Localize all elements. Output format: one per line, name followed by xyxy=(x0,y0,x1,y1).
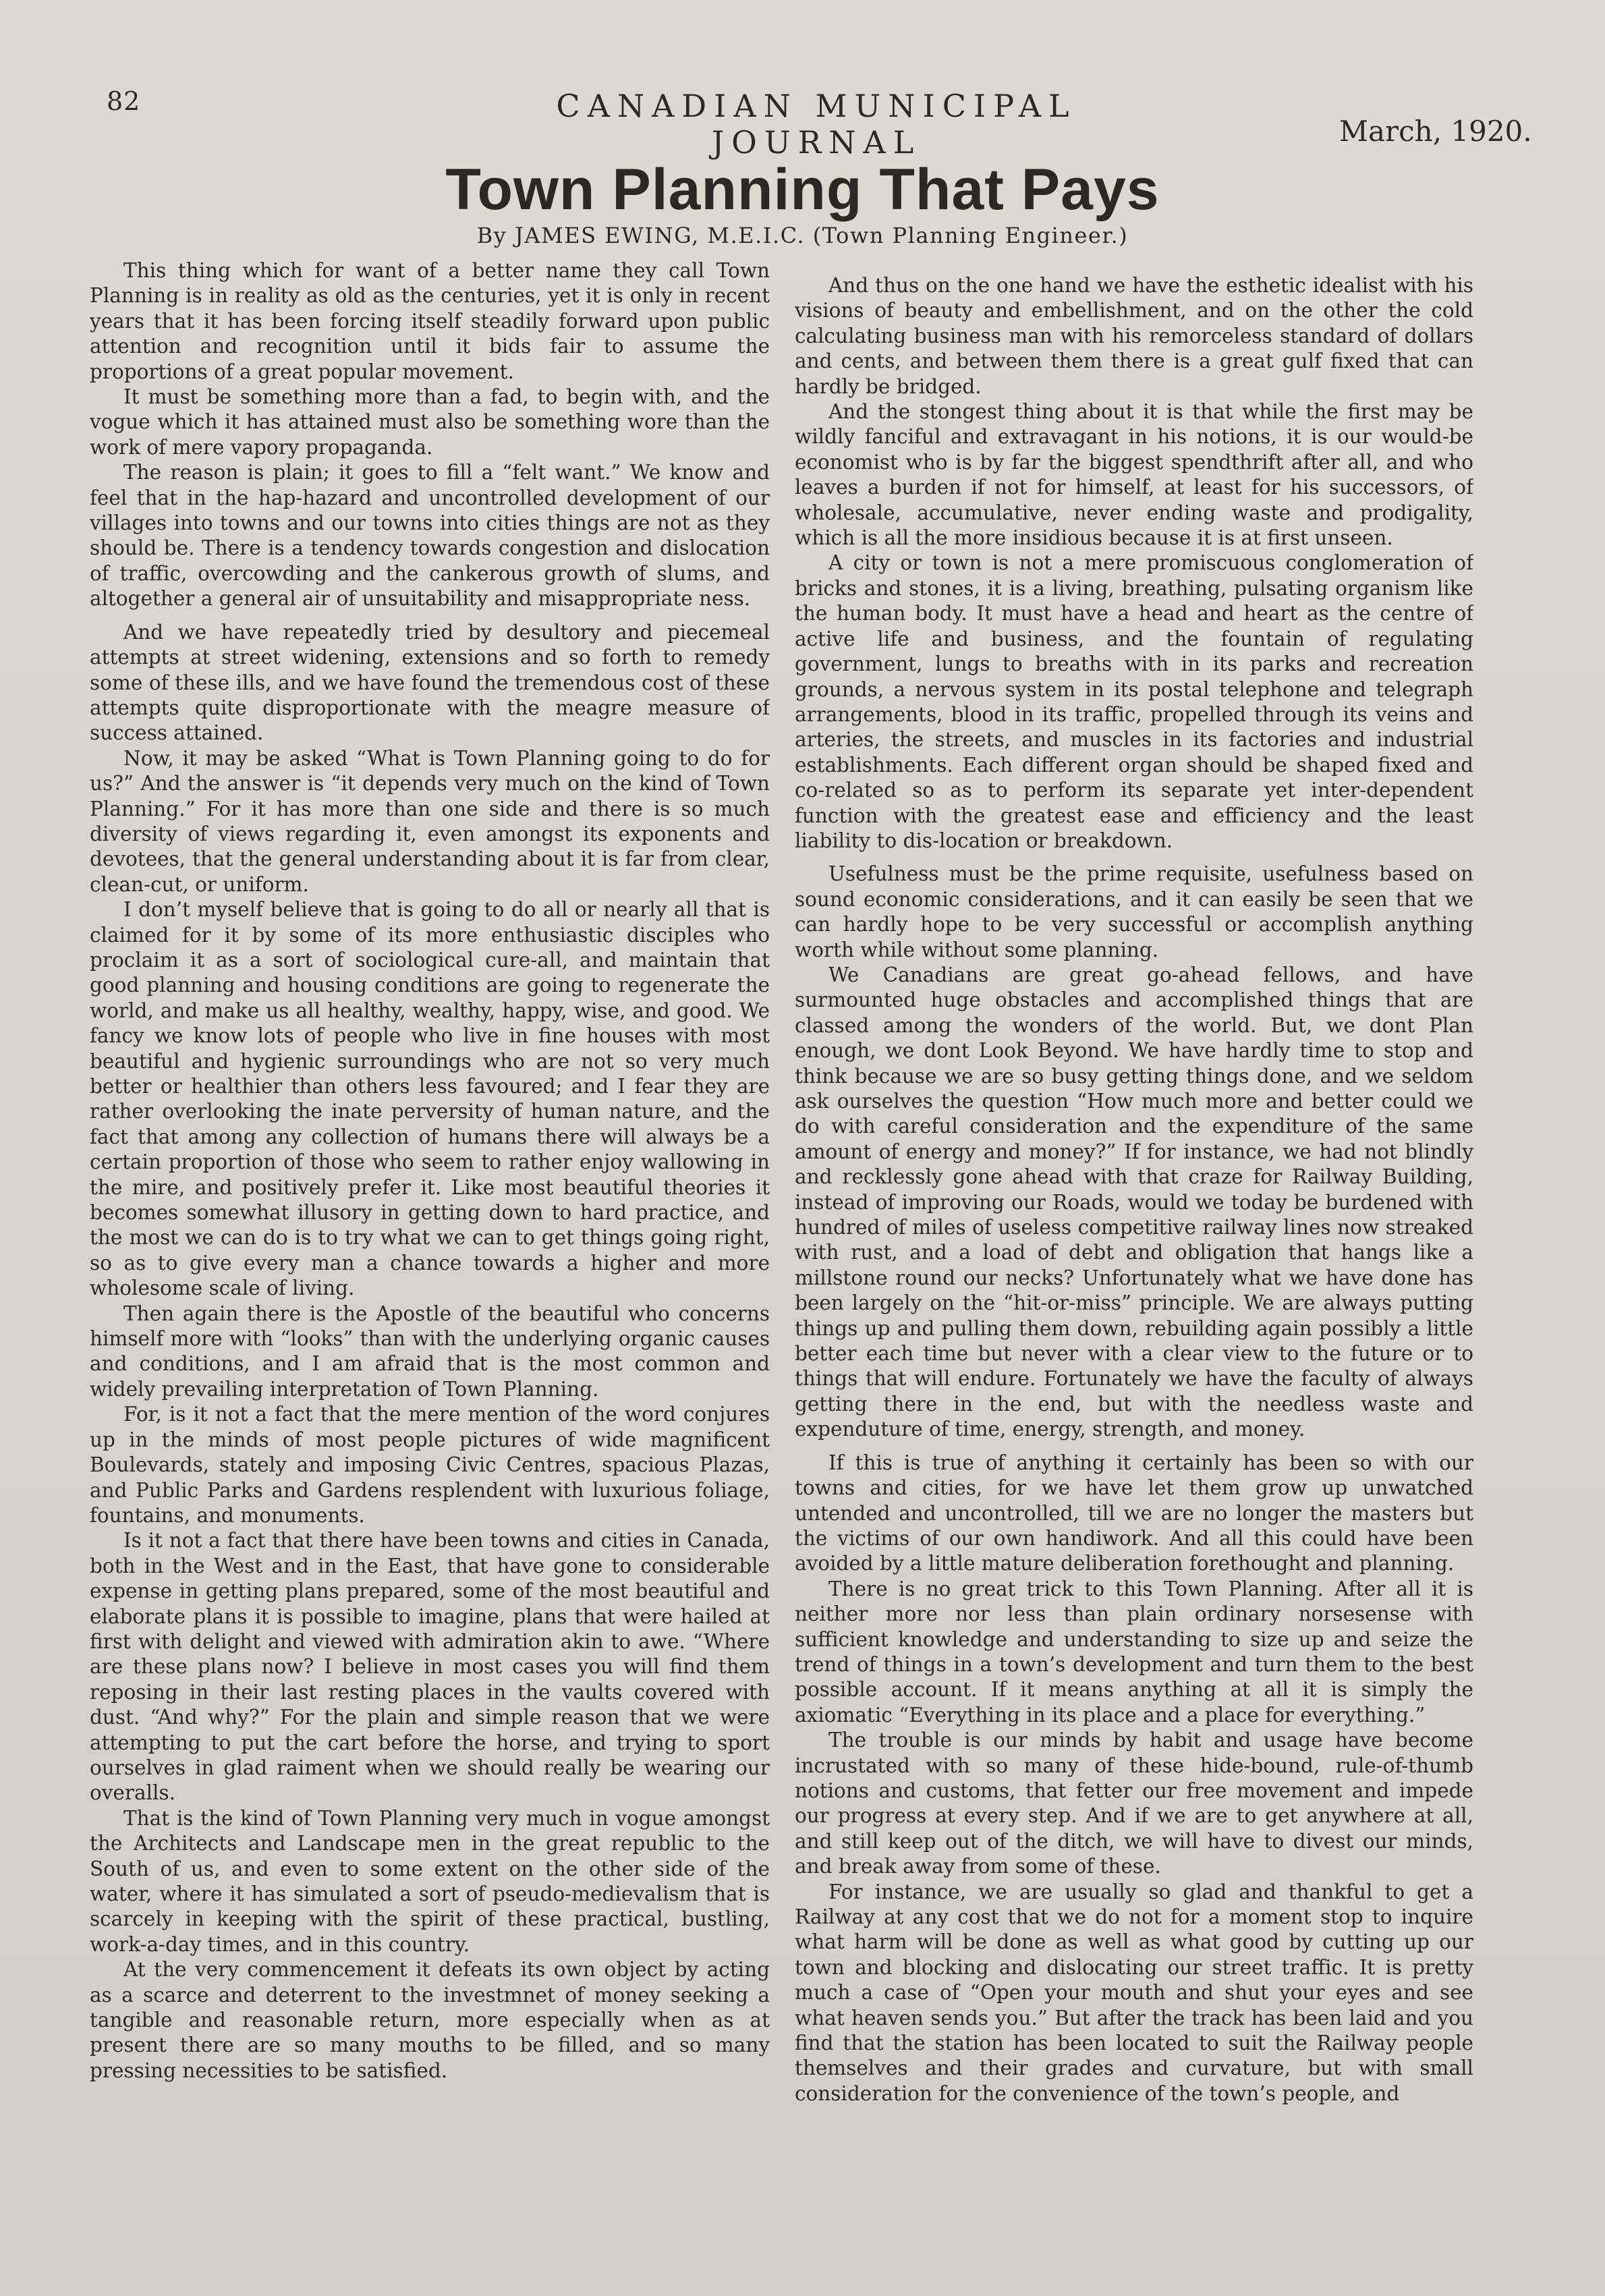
paragraph: I don’t myself believe that is going to do all or nearly all that is claimed for it by some of its more enthusiastic disciples who proclaim it as a sort of sociological cure-all, and maintain that good planning and housing conditions are going to regenerate the world, and make us all healthy, wealthy, happy, wise, and good. We fancy we know lots of people who live in fine houses with most beautiful and hygienic surroundings who are not so very much better or healthier than others less favoured; and I fear they are rather overlooking the inate perversity of human nature, and the fact that among any collection of humans there will always be a certain proportion of those who seem to rather enjoy wallowing in the mire, and positively prefer it. Like most beautiful theories it becomes somewhat illusory in getting down to hard practice, and the most we can do is to try what we can to get things going right, so as to give every man a chance towards a higher and more wholesome scale of living. xyxy=(90,898,770,1300)
paragraph: At the very commencement it defeats its own object by acting as a scarce and deterrent to the investmnet of money seeking a tangible and reasonable return, more especially when as at present there are so many mouths to be filled, and so many pressing necessities to be satisfied. xyxy=(90,1958,770,2082)
article-title: Town Planning That Pays xyxy=(445,157,1160,222)
paragraph: Now, it may be asked “What is Town Planning going to do for us?” And the answer is “it depends very much on the kind of Town Planning.” For it has more than one side and there is so much diversity of views regarding it, even amongst its exponents and devotees, that the general understanding about it is far from clear, clean-cut, or uniform. xyxy=(90,746,770,896)
paragraph: Then again there is the Apostle of the beautiful who concerns himself more with “looks” than with the underlying organic causes and conditions, and I am afraid that is the most common and widely prevailing interpretation of Town Planning. xyxy=(90,1301,770,1401)
paragraph: And the stongest thing about it is that while the first may be wildly fanciful and extravagant in his notions, it is our would-be economist who is by far the biggest spendthrift after all, and who leaves a burden if not for himself, at least for his successors, of wholesale, accumulative, never ending waste and prodigality, which is all the more insidious because it is at first unseen. xyxy=(795,400,1473,550)
paragraph: If this is true of anything it certainly has been so with our towns and cities, for we have let them grow up unwatched untended and uncontrolled, till we are no longer the masters but the victims of our own handiwork. And all this could have been avoided by a little mature deliberation forethought and planning. xyxy=(795,1451,1473,1575)
right-column xyxy=(795,273,1473,2243)
article-byline: By JAMES EWING, M.E.I.C. (Town Planning Engineer.) xyxy=(476,223,1129,248)
page-number: 82 xyxy=(107,86,141,116)
paragraph: There is no great trick to this Town Planning. After all it is neither more nor less than plain ordinary norsesense with sufficient knowledge and understanding to size up and seize the trend of things in a town’s development and turn them to the best possible account. If it means anything at all it is simply the axiomatic “Everything in its place and a place for everything.” xyxy=(795,1577,1473,1727)
paragraph: Is it not a fact that there have been towns and cities in Canada, both in the West and in the East, that have gone to considerable expense in getting plans prepared, some of the most beautiful and elaborate plans it is possible to imagine, plans that were hailed at first with delight and viewed with admiration akin to awe. “Where are these plans now? I believe in most cases you will find them reposing in their last resting places in the vaults covered with dust. “And why?” For the plain and simple reason that we were attempting to put the cart before the horse, and trying to sport ourselves in glad raiment when we should really be wearing our overalls. xyxy=(90,1529,770,1805)
paragraph: We Canadians are great go-ahead fellows, and have surmounted huge obstacles and accomplished things that are classed among the wonders of the world. But, we dont Plan enough, we dont Look Beyond. We have hardly time to stop and think because we are so busy getting things done, and we seldom ask ourselves the question “How much more and better could we do with careful consideration and the expenditure of the same amount of energy and money?” If for instance, we had not blindly and recklessly gone ahead with that craze for Railway Building, instead of improving our Roads, would we today be burdened with hundred of miles of useless competitive railway lines now streaked with rust, and a load of debt and obligation that hangs like a millstone round our necks? Unfortunately what we have done has been largely on the “hit-or-miss” principle. We are always putting things up and pulling them down, rebuilding again possibly a little better each time but never with a clear view to the future or to things that will endure. Fortunately we have the faculty of always getting there in the end, but with the needless waste and expenduture of time, energy, strength, and money. xyxy=(795,963,1473,1441)
paragraph: It must be something more than a fad, to begin with, and the vogue which it has attained must also be something wore than the work of mere vapory propaganda. xyxy=(90,385,770,459)
paragraph: And we have repeatedly tried by desultory and piecemeal attempts at street widening, extensions and so forth to remedy some of these ills, and we have found the tremendous cost of these attempts quite disproportionate with the meagre measure of success attained. xyxy=(90,620,770,745)
paragraph: A city or town is not a mere promiscuous conglomeration of bricks and stones, it is a living, breathing, pulsating organism like the human body. It must have a head and heart as the centre of active life and business, and the fountain of regulating government, lungs to breaths with in its parks and recreation grounds, a nervous system in its postal telephone and telegraph arrangements, blood in its traffic, propelled through its veins and arteries, the streets, and muscles in its factories and industrial establishments. Each different organ should be shaped fixed and co-related so as to perform its separate yet inter-dependent function with the greatest ease and efficiency and the least liability to dis-location or breakdown. xyxy=(795,551,1473,852)
paragraph: For, is it not a fact that the mere mention of the word conjures up in the minds of most people pictures of wide magnificent Boulevards, stately and imposing Civic Centres, spacious Plazas, and Public Parks and Gardens resplendent with luxurious foliage, fountains, and monuments. xyxy=(90,1403,770,1527)
journal-title: CANADIAN MUNICIPAL JOURNAL xyxy=(556,88,1077,161)
paragraph: The trouble is our minds by habit and usage have become incrustated with so many of these hide-bound, rule-of-thumb notions and customs, that fetter our free movement and impede our progress at every step. And if we are to get anywhere at all, and still keep out of the ditch, we will have to divest our minds, and break away from some of these. xyxy=(795,1729,1473,1878)
paragraph: The reason is plain; it goes to fill a “felt want.” We know and feel that in the hap-hazard and uncontrolled development of our villages into towns and our towns into cities things are not as they should be. There is a tendency towards congestion and dislocation of traffic, overcowding and the cankerous growth of slums, and altogether a general air of unsuitability and misappropriate ness. xyxy=(90,461,770,611)
issue-date: March, 1920. xyxy=(1339,115,1532,148)
paragraph: This thing which for want of a better name they call Town Planning is in reality as old as the centuries, yet it is only in recent years that it has been forcing itself steadily forward upon public attention and recognition until it bids fair to assume the proportions of a great popular movement. xyxy=(90,259,770,383)
paragraph: That is the kind of Town Planning very much in vogue amongst the Architects and Landscape men in the great republic to the South of us, and even to some extent on the other side of the water, where it has simulated a sort of pseudo-medievalism that is scarcely in keeping with the spirit of these practical, bustling, work-a-day times, and in this country. xyxy=(90,1806,770,1956)
paragraph: Usefulness must be the prime requisite, usefulness based on sound economic considerations, and it can easily be seen that we can hardly hope to be very successful or accomplish anything worth while without some planning. xyxy=(795,862,1473,961)
paragraph: And thus on the one hand we have the esthetic idealist with his visions of beauty and embellishment, and on the other the cold calculating business man with his remorceless standard of dollars and cents, and between them there is a great gulf fixed that can hardly be bridged. xyxy=(795,274,1473,398)
paragraph: For instance, we are usually so glad and thankful to get a Railway at any cost that we do not for a moment stop to inquire what harm will be done as well as what good by cutting up our town and blocking and dislocating our street traffic. It is pretty much a case of “Open your mouth and shut your eyes and see what heaven sends you.” But after the track has been laid and you find that the station has been located to suit the Railway people themselves and their grades and curvature, but with small consideration for the convenience of the town’s people, and xyxy=(795,1880,1473,2105)
left-column xyxy=(90,258,770,2229)
